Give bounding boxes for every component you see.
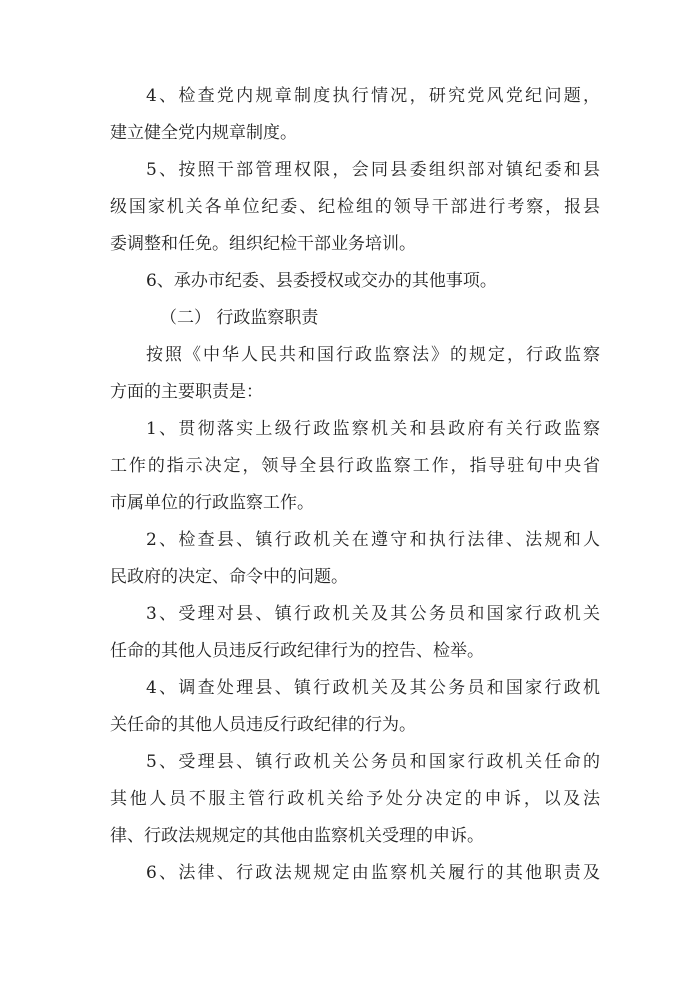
paragraph — [110, 752, 600, 846]
text-line: 5、按照干部管理权限，会同县委组织部对镇纪委和县 — [146, 160, 600, 180]
paragraph — [110, 604, 600, 661]
text-line: 5、受理县、镇行政机关公务员和国家行政机关任命的 — [146, 752, 600, 772]
text-line: 委调整和任免。组织纪检干部业务培训。 — [110, 234, 416, 254]
paragraph — [110, 271, 600, 291]
text-line: 工作的指示决定，领导全县行政监察工作，指导驻旬中央省 — [110, 456, 600, 476]
text-line: 按照《中华人民共和国行政监察法》的规定，行政监察 — [146, 345, 600, 365]
text-line: 律、行政法规规定的其他由监察机关受理的申诉。 — [110, 826, 484, 846]
document-body — [110, 86, 600, 883]
text-line: 级国家机关各单位纪委、纪检组的领导干部进行考察，报县 — [110, 197, 600, 217]
section-heading — [110, 308, 600, 328]
section-heading-text: （二） 行政监察职责 — [160, 308, 319, 328]
text-line: 4、检查党内规章制度执行情况，研究党风党纪问题， — [146, 86, 600, 106]
text-line: 6、承办市纪委、县委授权或交办的其他事项。 — [146, 271, 497, 291]
text-line: 4、调查处理县、镇行政机关及其公务员和国家行政机 — [146, 678, 600, 698]
paragraph — [110, 863, 600, 883]
paragraph — [110, 86, 600, 143]
text-line: 市属单位的行政监察工作。 — [110, 493, 314, 513]
text-line: 3、受理对县、镇行政机关及其公务员和国家行政机关 — [146, 604, 600, 624]
paragraph — [110, 530, 600, 587]
paragraph — [110, 678, 600, 735]
text-line: 任命的其他人员违反行政纪律行为的控告、检举。 — [110, 641, 484, 661]
text-line: 2、检查县、镇行政机关在遵守和执行法律、法规和人 — [146, 530, 600, 550]
text-line: 6、法律、行政法规规定由监察机关履行的其他职责及 — [146, 863, 600, 883]
text-line: 1、贯彻落实上级行政监察机关和县政府有关行政监察 — [146, 419, 600, 439]
paragraph — [110, 345, 600, 402]
text-line: 关任命的其他人员违反行政纪律的行为。 — [110, 715, 416, 735]
text-line: 方面的主要职责是： — [110, 382, 263, 402]
text-line: 民政府的决定、命令中的问题。 — [110, 567, 348, 587]
paragraph — [110, 419, 600, 513]
text-line: 建立健全党内规章制度。 — [110, 123, 297, 143]
paragraph — [110, 160, 600, 254]
text-line: 其他人员不服主管行政机关给予处分决定的申诉，以及法 — [110, 789, 600, 809]
